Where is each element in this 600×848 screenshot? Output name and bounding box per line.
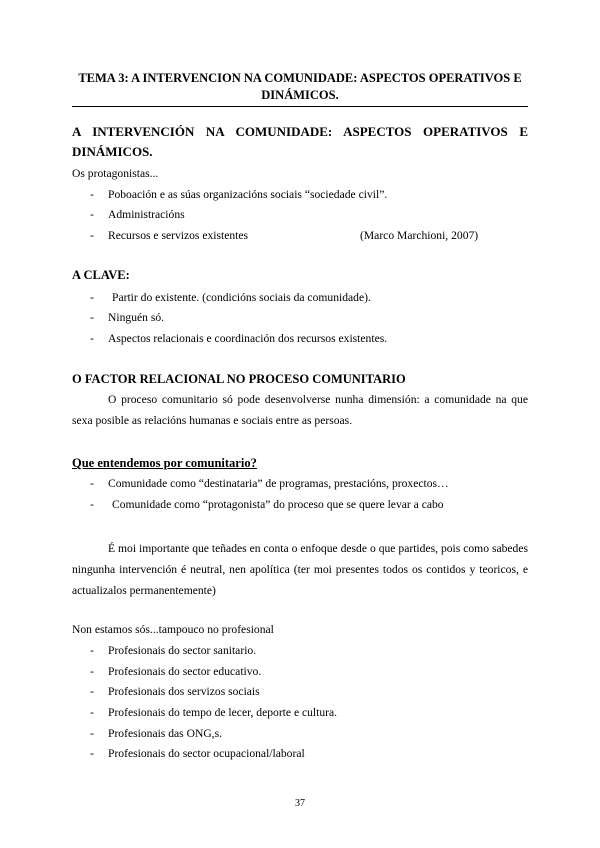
dash-bullet: - [90, 727, 94, 740]
dash-bullet: - [90, 208, 94, 221]
section-heading-intervention [72, 122, 528, 162]
dash-bullet: - [90, 229, 94, 242]
dash-bullet: - [90, 498, 94, 511]
dash-bullet: - [90, 747, 94, 760]
list-item: Profesionais do sector sanitario. [108, 644, 257, 657]
dash-bullet: - [90, 332, 94, 345]
list-item: Profesionais das ONG,s. [108, 727, 222, 740]
list-item: Poboación e as súas organizacións sociais “sociedade civil”. [108, 188, 388, 201]
list-item: Profesionais do tempo de lecer, deporte e cultura. [108, 706, 338, 719]
dash-bullet: - [90, 291, 94, 304]
dash-bullet: - [90, 665, 94, 678]
page-number: 37 [295, 798, 305, 809]
chapter-title: TEMA 3: A INTERVENCION NA COMUNIDADE: ASPECTOS OPERATIVOS E DINÁMICOS. [78, 71, 522, 102]
section-heading-key: A CLAVE: [72, 268, 130, 282]
dash-bullet: - [90, 706, 94, 719]
relational-paragraph: O proceso comunitario só pode desenvolverse nunha dimensión: a comunidade na que sexa posible as relacións humanas e sociais entre as persoas. [72, 393, 528, 427]
approach-paragraph: É moi importante que teñades en conta o enfoque desde o que partides, pois como sabedes ningunha intervención é neutral, nen apolítica (ter moi presentes todos os contidos y teoricos, e actualizalos permanentemente) [72, 542, 528, 597]
dash-bullet: - [90, 188, 94, 201]
dash-bullet: - [90, 685, 94, 698]
list-item: Ninguén só. [108, 311, 165, 324]
section-heading-line1: A INTERVENCIÓN NA COMUNIDADE: ASPECTOS OPERATIVOS E [72, 124, 528, 139]
dash-bullet: - [90, 477, 94, 490]
list-item: Aspectos relacionais e coordinación dos recursos existentes. [108, 332, 388, 345]
list-item: Comunidade como “protagonista” do proceso que se quere levar a cabo [112, 498, 444, 511]
section-heading-line2: DINÁMICOS. [72, 144, 153, 159]
citation: (Marco Marchioni, 2007) [360, 229, 479, 242]
protagonists-intro: Os protagonistas... [72, 167, 159, 180]
professionals-intro: Non estamos sós...tampouco no profesional [72, 623, 274, 636]
list-item: Comunidade como “destinataria” de programas, prestacións, proxectos… [108, 477, 449, 490]
list-item: Profesionais do sector educativo. [108, 665, 262, 678]
dash-bullet: - [90, 311, 94, 324]
list-item: Profesionais dos servizos sociais [108, 685, 260, 698]
list-item: Profesionais do sector ocupacional/laboral [108, 747, 305, 760]
dash-bullet: - [90, 644, 94, 657]
list-item: Administracións [108, 208, 185, 221]
list-item: Partir do existente. (condicións sociais da comunidade). [112, 291, 371, 304]
section-heading-relational: O FACTOR RELACIONAL NO PROCESO COMUNITARIO [72, 372, 406, 386]
header-divider [72, 106, 528, 107]
section-heading-community: Que entendemos por comunitario? [72, 456, 257, 470]
list-item: Recursos e servizos existentes [108, 229, 249, 242]
